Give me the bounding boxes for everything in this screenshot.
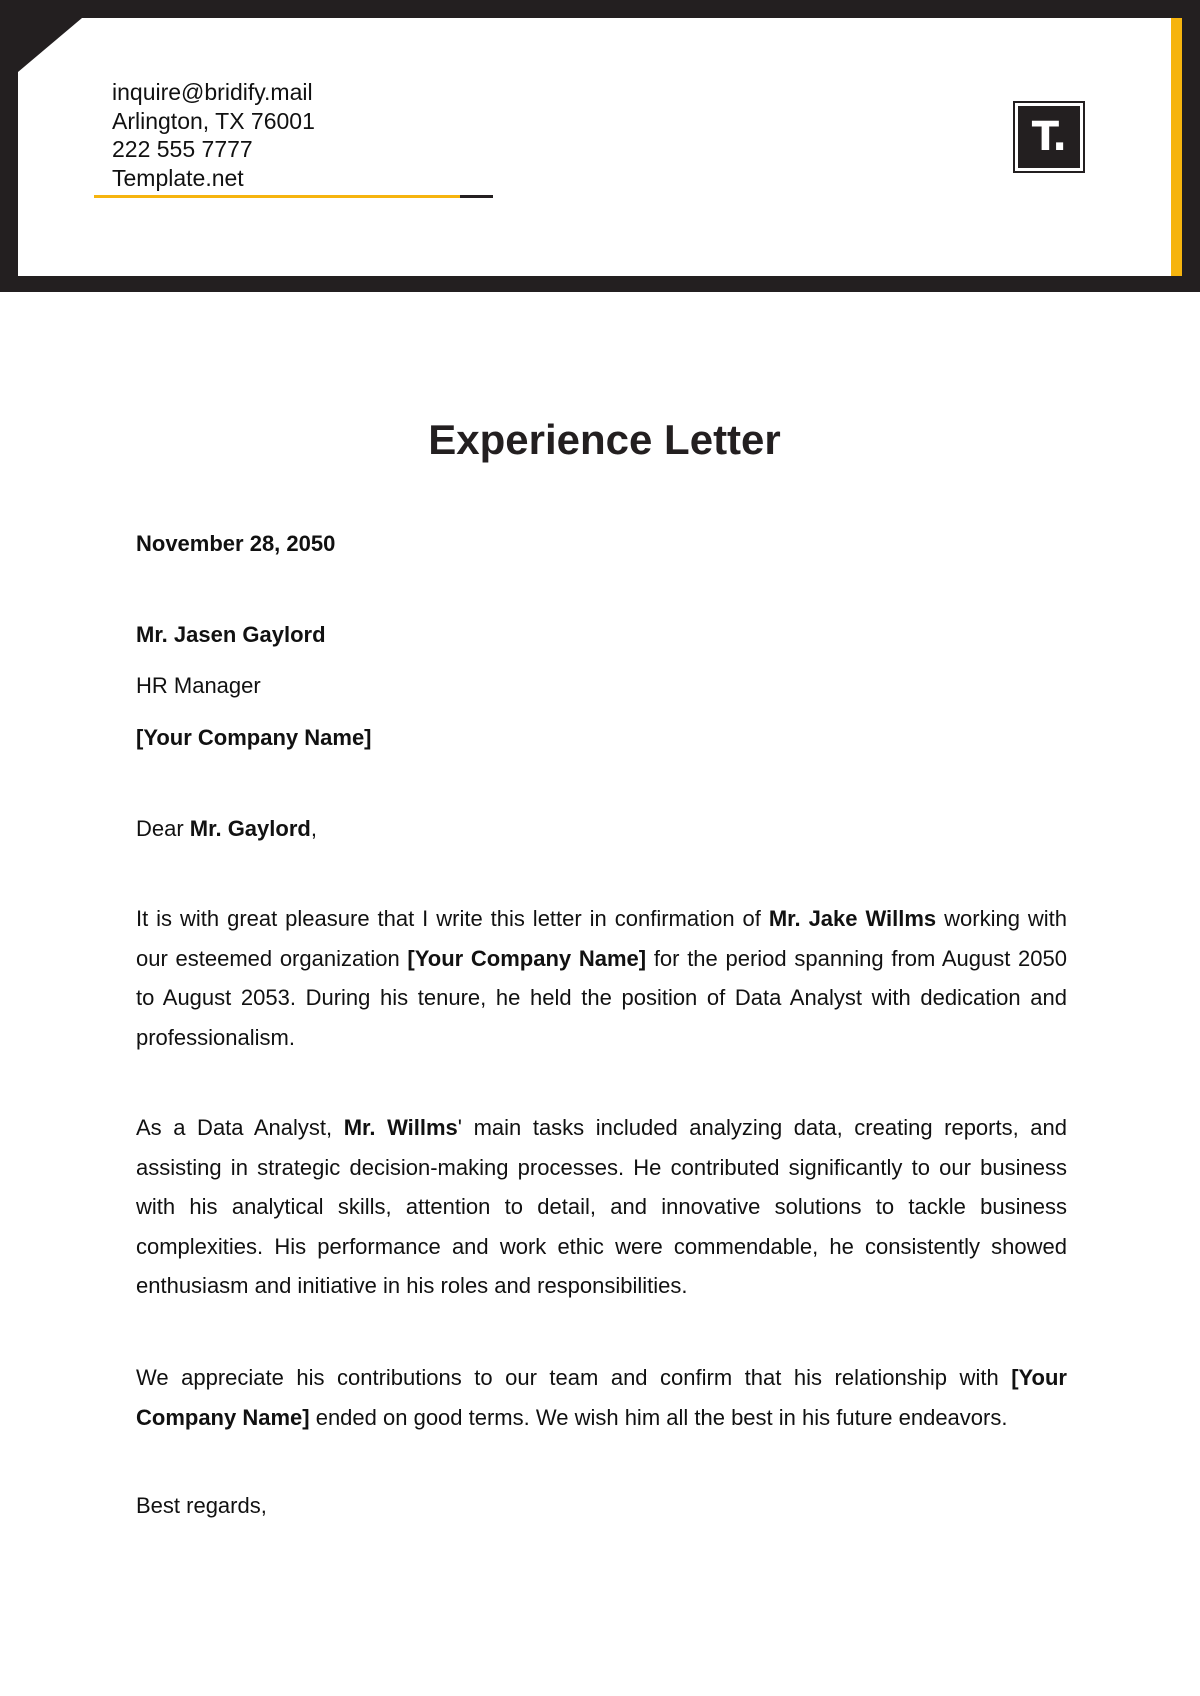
recipient-company: [Your Company Name] (136, 725, 372, 750)
para-3-company: [Your Company Name] (136, 1365, 1067, 1430)
logo-mark: T. (1018, 106, 1080, 168)
contact-info (112, 78, 315, 192)
salutation (136, 815, 1067, 843)
letter-date: November 28, 2050 (136, 531, 336, 556)
body-paragraph-3 (136, 1358, 1067, 1437)
para-2-text-b: ' main tasks included analyzing data, creating reports, and assisting in strategic decision-making processes. He contributed significantly to our business with his analytical skills, attention to detail, and innovative solutions to tackle business complexities. His performance and work ethic were commendable, he consistently showed enthusiasm and initiative in his roles and responsibilities. (136, 1115, 1068, 1298)
para-3-text-b: ended on good terms. We wish him all the best in his future endeavors. (309, 1404, 1008, 1430)
contact-underline-end (460, 195, 493, 198)
recipient-name: Mr. Jasen Gaylord (136, 622, 326, 647)
salutation-suffix: , (310, 816, 317, 841)
para-1-company: [Your Company Name] (407, 945, 647, 971)
closing: Best regards, (136, 1493, 267, 1518)
body-paragraph-1 (136, 899, 1067, 1057)
para-1-employee: Mr. Jake Willms (768, 906, 937, 931)
para-1-text-a: It is with great pleasure that I write this letter in confirmation of (136, 906, 769, 931)
contact-underline-accent (94, 195, 460, 198)
contact-email[interactable]: inquire@bridify.mail (112, 79, 313, 105)
company-logo (1013, 101, 1085, 173)
body-paragraph-2 (136, 1108, 1067, 1306)
salutation-prefix: Dear (136, 816, 190, 841)
contact-phone[interactable]: 222 555 7777 (112, 136, 253, 162)
para-1-text-b: working with our esteemed organization (136, 906, 1068, 971)
contact-website[interactable]: Template.net (112, 164, 244, 191)
para-3-text-a: We appreciate his contributions to our team and confirm that his relationship with (136, 1365, 1012, 1390)
para-2-employee: Mr. Willms (343, 1115, 458, 1140)
page-title: Experience Letter (428, 416, 781, 463)
recipient-title: HR Manager (136, 673, 261, 698)
letterhead-accent-bar (1171, 18, 1182, 276)
para-2-text-a: As a Data Analyst, (136, 1115, 344, 1140)
para-1-text-c: for the period spanning from August 2050 to August 2053. During his tenure, he held the position of Data Analyst with dedication and professionalism. (136, 945, 1067, 1050)
contact-address: Arlington, TX 76001 (112, 107, 315, 134)
salutation-name: Mr. Gaylord (189, 816, 311, 841)
